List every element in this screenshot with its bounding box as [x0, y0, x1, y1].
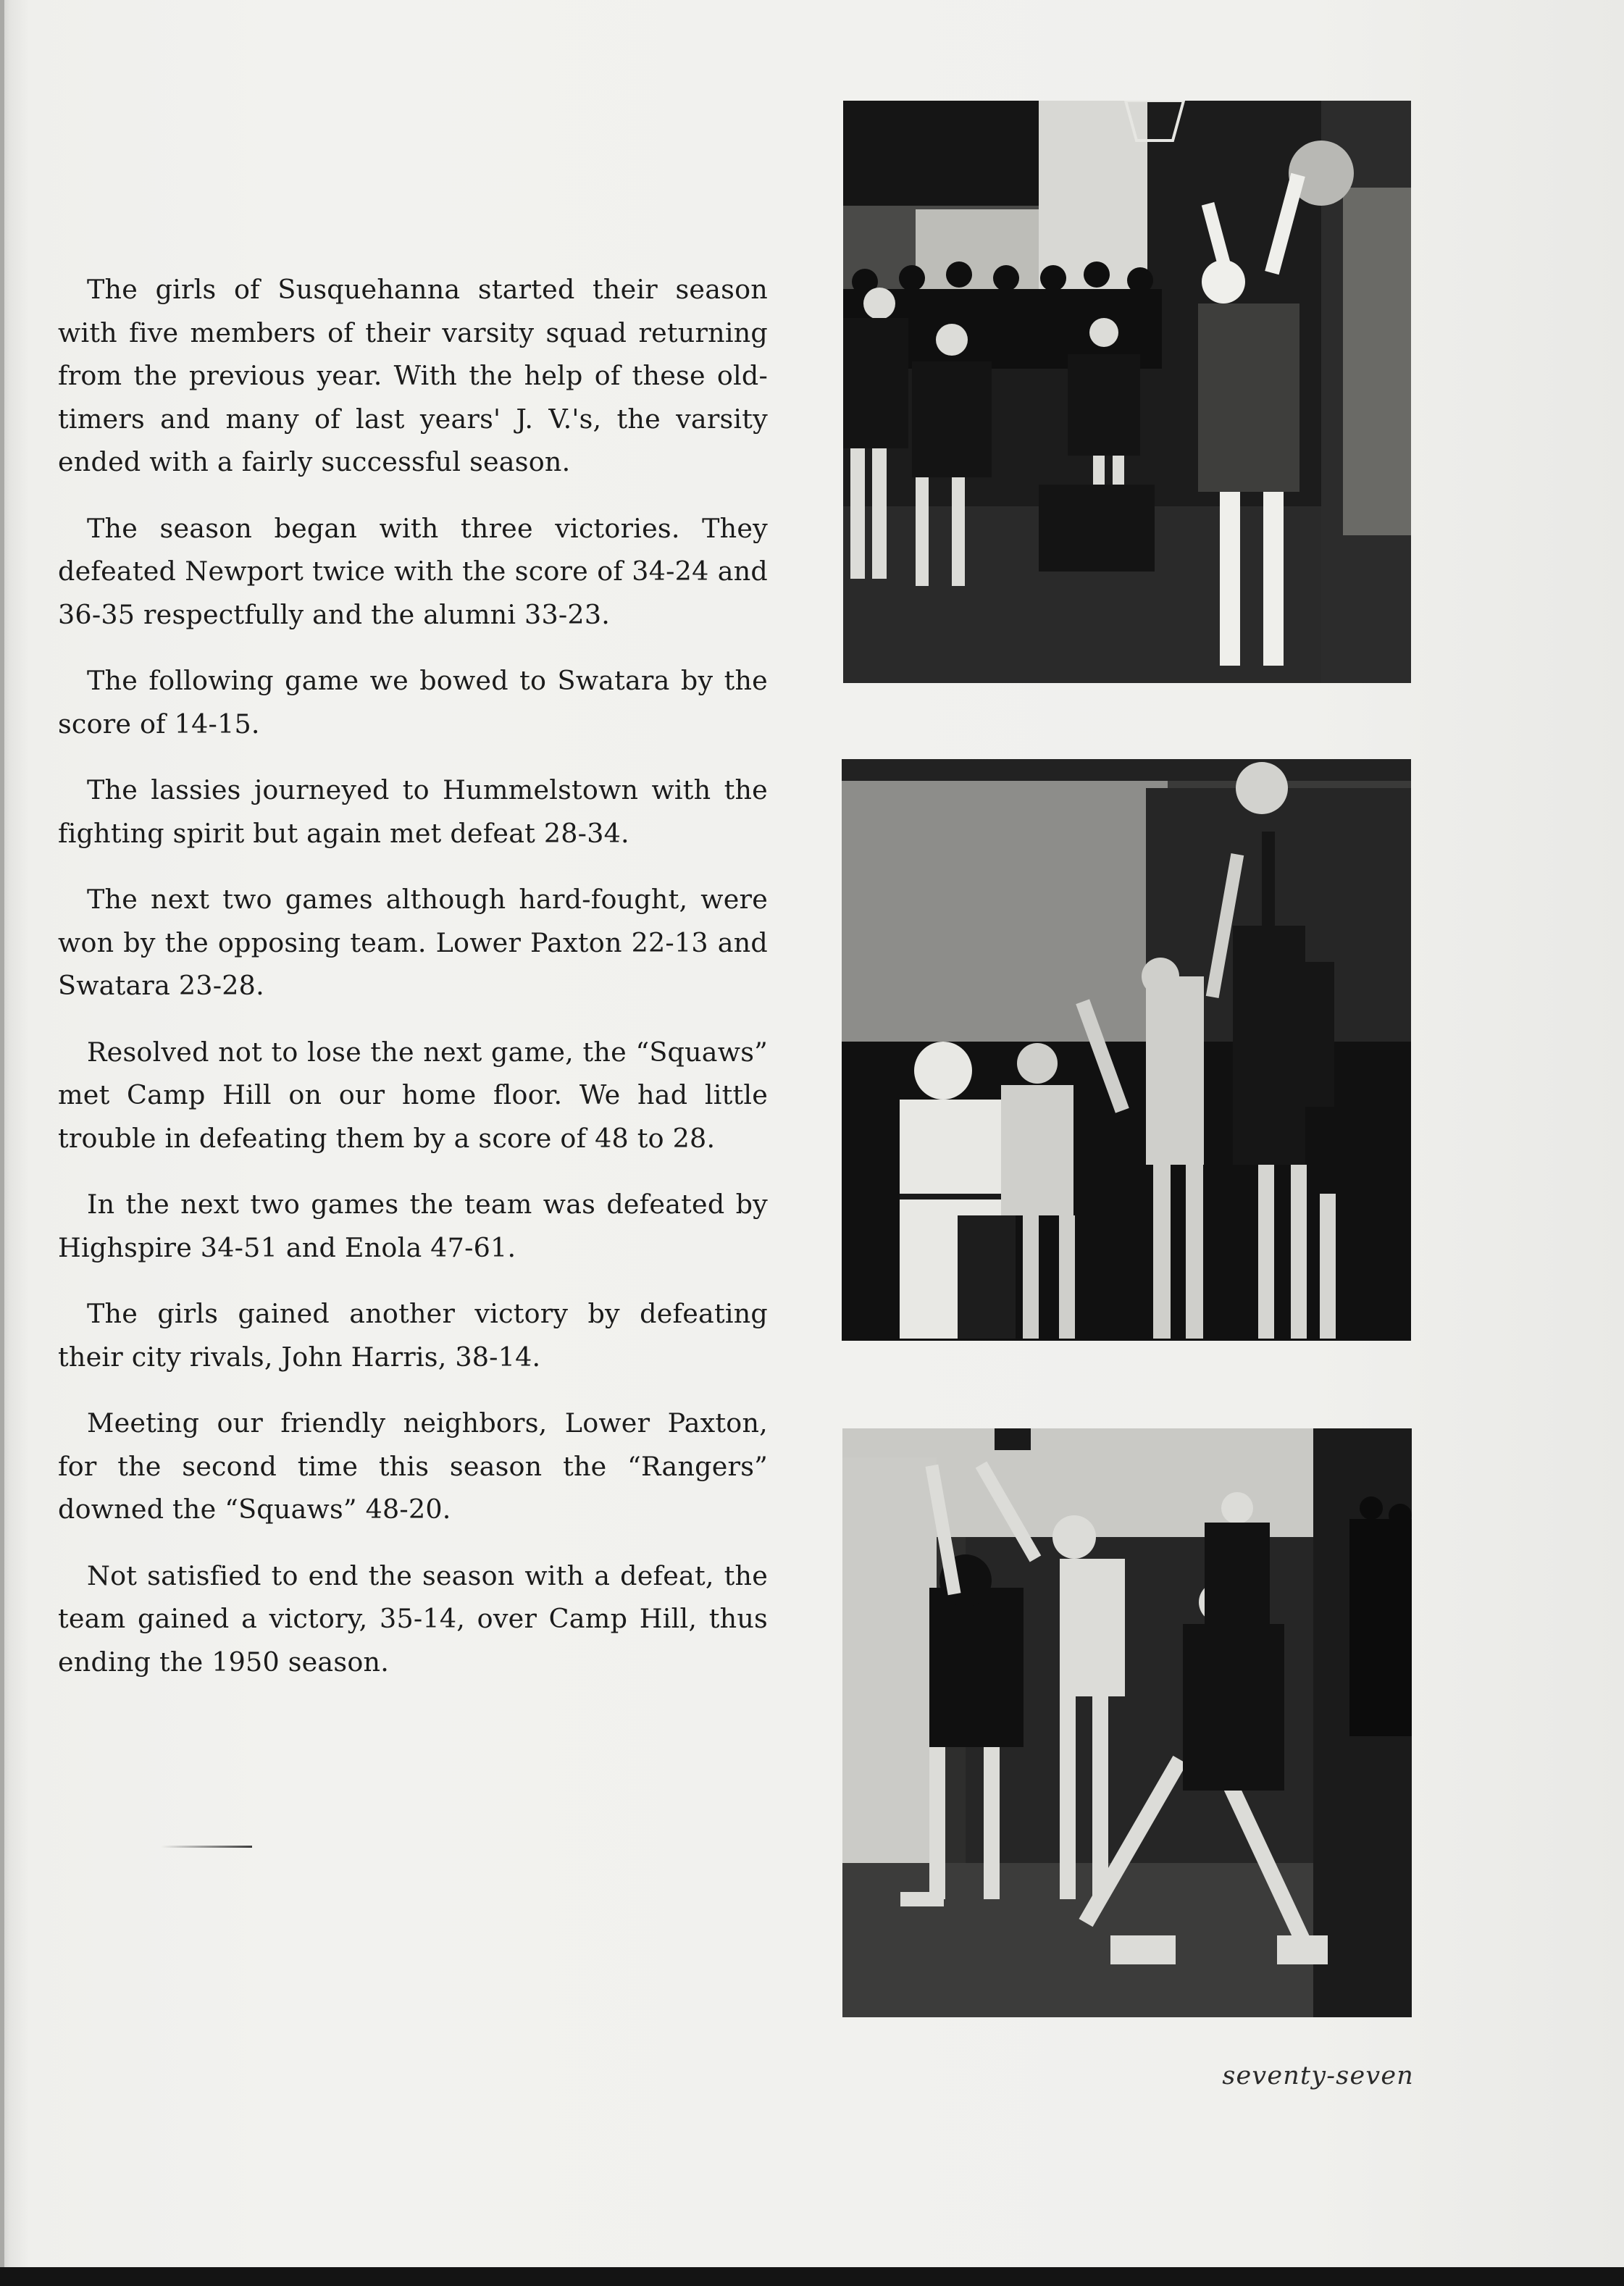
article-text-column	[58, 268, 768, 1707]
article-paragraph: Resolved not to lose the next game, the “Squaws” met Camp Hill on our home floor. We had little trouble in defeating them by a score of 48 to 28.	[58, 1036, 768, 1154]
article-paragraph: Not satisfied to end the season with a defeat, the team gained a victory, 35-14, over Camp Hill, thus ending the 1950 season.	[58, 1559, 768, 1678]
basketball-photo-shot	[843, 101, 1411, 683]
ink-smudge-mark	[161, 1846, 252, 1848]
scan-bottom-edge	[0, 2267, 1624, 2286]
article-paragraph: The lassies journeyed to Hummelstown with the fighting spirit but again met defeat 28-34.	[58, 774, 768, 849]
basketball-photo-jump-ball	[842, 759, 1411, 1341]
article-paragraph: In the next two games the team was defeated by Highspire 34-51 and Enola 47-61.	[58, 1189, 768, 1263]
basketball-photo-rebound	[842, 1428, 1412, 2017]
page-binding-edge	[0, 0, 4, 2267]
article-paragraph: The season began with three victories. They defeated Newport twice with the score of 34-24 and 36-35 respectfully and the alumni 33-23.	[58, 512, 768, 630]
article-paragraph: The following game we bowed to Swatara by the score of 14-15.	[58, 665, 768, 740]
page-number: seventy-seven	[1222, 2061, 1414, 2090]
article-paragraph: The girls of Susquehanna started their season with five members of their varsity squad returning from the previous year. With the help of these old-timers and many of last years' J. V.'s, the varsity ended with a fairly successful season.	[58, 274, 768, 477]
article-paragraph: The girls gained another victory by defeating their city rivals, John Harris, 38-14.	[58, 1298, 768, 1373]
article-paragraph: The next two games although hard-fought, were won by the opposing team. Lower Paxton 22-13 and Swatara 23-28.	[58, 884, 768, 1001]
article-paragraph: Meeting our friendly neighbors, Lower Paxton, for the second time this season the “Rangers” downed the “Squaws” 48-20.	[58, 1407, 768, 1525]
